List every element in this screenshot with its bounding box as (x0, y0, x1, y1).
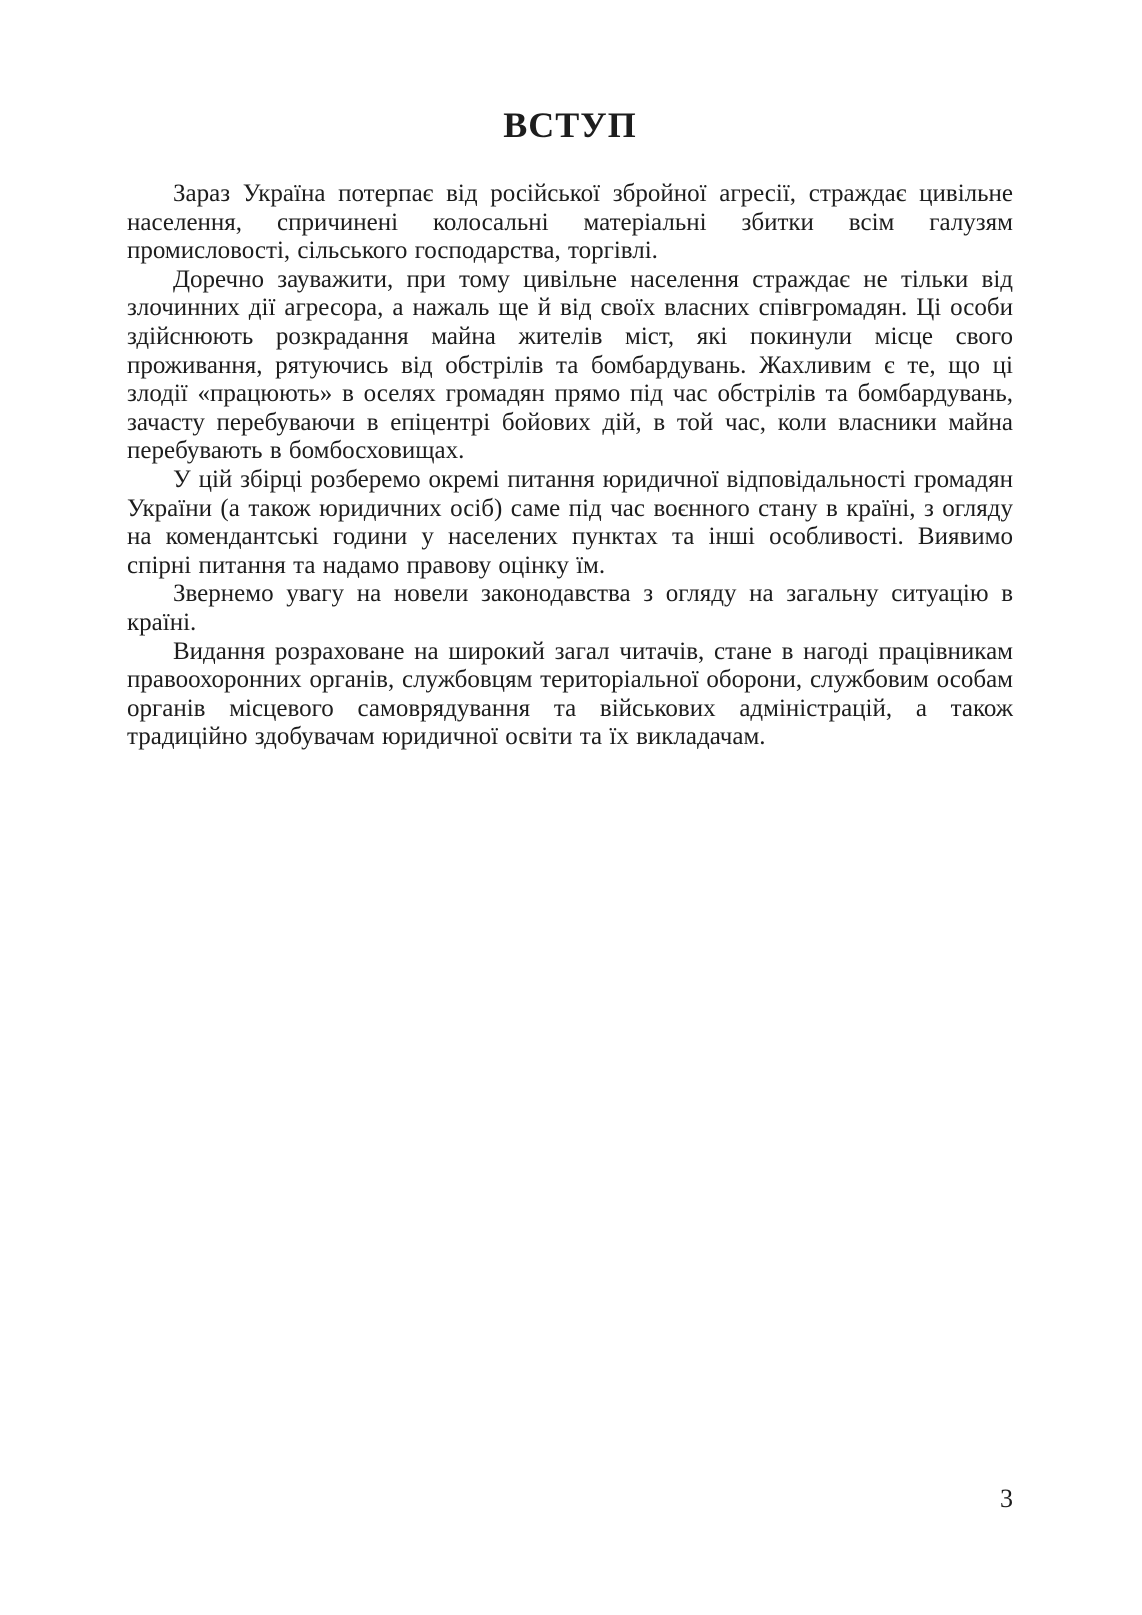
body-text (127, 180, 1013, 752)
body-paragraph: Видання розраховане на широкий загал читачів, стане в нагоді працівникам правоохоронних органів, службовцям територіальної оборони, службовим особам органів місцевого самоврядування та військових адміністрацій, а також традиційно здобувачам юридичної освіти та їх викладачам. (127, 637, 1013, 751)
page-number: 3 (1000, 1484, 1013, 1513)
body-paragraph: Зараз Україна потерпає від російської збройної агресії, страждає цивільне населення, спричинені колосальні матеріальні збитки всім галузям промисловості, сільського господарства, торгівлі. (127, 180, 1013, 265)
page-content (127, 104, 1013, 752)
body-paragraph: Звернемо увагу на новели законодавства з огляду на загальну ситуацію в країні. (127, 580, 1013, 636)
body-paragraph: У цій збірці розберемо окремі питання юридичної відповідальності громадян України (а також юридичних осіб) саме під час воєнного стану в країні, з огляду на комендантські години у населених пунктах та інші особливості. Виявимо спірні питання та надамо правову оцінку їм. (127, 465, 1013, 579)
page-title: ВСТУП (503, 105, 637, 145)
body-paragraph: Доречно зауважити, при тому цивільне населення страждає не тільки від злочинних дії агресора, а нажаль ще й від своїх власних співгромадян. Ці особи здійснюють розкрадання майна жителів міст, які покинули місце свого проживання, рятуючись від обстрілів та бомбардувань. Жахливим є те, що ці злодії «працюють» в оселях громадян прямо під час обстрілів та бомбардувань, зачасту перебуваючи в епіцентрі бойових дій, в той час, коли власники майна перебувають в бомбосховищах. (127, 265, 1013, 465)
